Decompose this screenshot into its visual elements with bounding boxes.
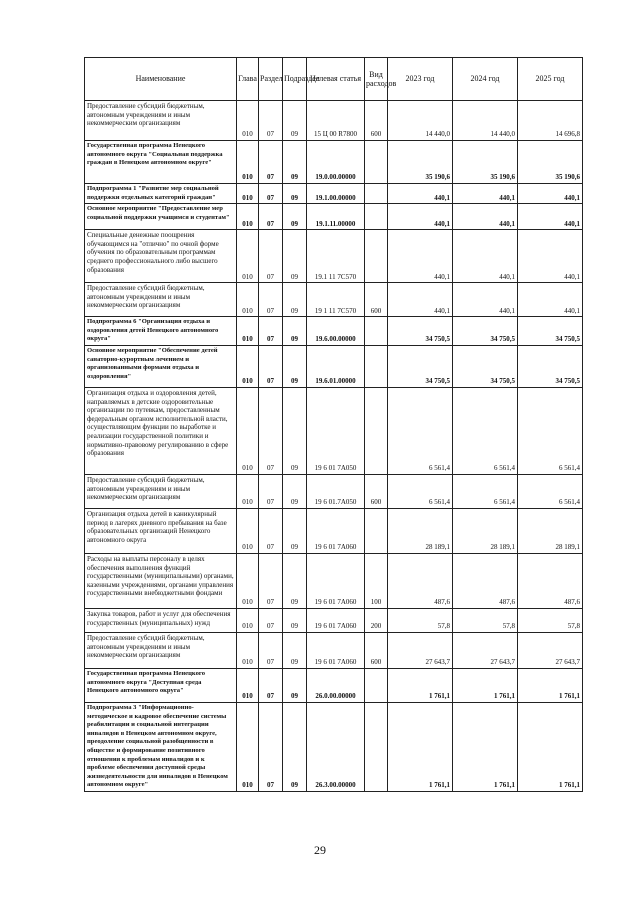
cell-expense-type: 600: [365, 474, 388, 508]
cell-2025: 6 561,4: [518, 387, 583, 474]
cell-2024: 487,6: [453, 553, 518, 608]
cell-target-article: 19 6 01.7А050: [307, 474, 365, 508]
cell-2023: 34 750,5: [388, 345, 453, 387]
cell-glava: 010: [237, 553, 259, 608]
cell-glava: 010: [237, 387, 259, 474]
cell-glava: 010: [237, 702, 259, 791]
cell-2023: 27 643,7: [388, 632, 453, 668]
cell-2024: 6 561,4: [453, 474, 518, 508]
cell-2025: 6 561,4: [518, 474, 583, 508]
cell-2025: 487,6: [518, 553, 583, 608]
cell-2023: 440,1: [388, 184, 453, 204]
cell-razdel: 07: [259, 141, 283, 184]
cell-name: Основное мероприятие "Обеспечение детей санаторно-курортным лечением и организованными формами отдыха и оздоровления": [85, 345, 237, 387]
cell-target-article: 19 6 01 7А050: [307, 387, 365, 474]
cell-glava: 010: [237, 668, 259, 702]
cell-razdel: 07: [259, 668, 283, 702]
cell-2025: 35 190,6: [518, 141, 583, 184]
cell-target-article: 19 6 01 7А060: [307, 553, 365, 608]
cell-razdel: 07: [259, 632, 283, 668]
cell-name: Организация отдыха детей в каникулярный период в лагерях дневного пребывания на базе образовательных организаций Ненецкого автономного округа: [85, 508, 237, 553]
cell-glava: 010: [237, 345, 259, 387]
header-expense-type: Вид расходов: [365, 58, 388, 101]
cell-podrazdel: 09: [283, 508, 307, 553]
cell-glava: 010: [237, 204, 259, 230]
cell-glava: 010: [237, 317, 259, 346]
cell-2023: 440,1: [388, 204, 453, 230]
cell-2023: 1 761,1: [388, 702, 453, 791]
table-body: [85, 101, 583, 792]
table-row: [85, 508, 583, 553]
cell-2025: 34 750,5: [518, 345, 583, 387]
cell-glava: 010: [237, 474, 259, 508]
cell-2023: 35 190,6: [388, 141, 453, 184]
cell-2024: 440,1: [453, 184, 518, 204]
cell-razdel: 07: [259, 387, 283, 474]
cell-2024: 1 761,1: [453, 702, 518, 791]
cell-glava: 010: [237, 283, 259, 317]
cell-target-article: 19 6 01 7А060: [307, 608, 365, 632]
table-row: [85, 230, 583, 283]
table-row: [85, 283, 583, 317]
cell-2025: 57,8: [518, 608, 583, 632]
page-number: 29: [314, 843, 326, 857]
cell-name: Подпрограмма 1 "Развитие мер социальной поддержки отдельных категорий граждан": [85, 184, 237, 204]
cell-expense-type: 600: [365, 101, 388, 141]
cell-podrazdel: 09: [283, 387, 307, 474]
cell-2025: 1 761,1: [518, 702, 583, 791]
table-row: [85, 317, 583, 346]
cell-2025: 440,1: [518, 230, 583, 283]
table-row: [85, 632, 583, 668]
cell-2023: 440,1: [388, 230, 453, 283]
cell-razdel: 07: [259, 702, 283, 791]
cell-expense-type: [365, 317, 388, 346]
cell-expense-type: [365, 387, 388, 474]
cell-expense-type: [365, 345, 388, 387]
cell-target-article: 26.3.00.00000: [307, 702, 365, 791]
cell-target-article: 19.1.11.00000: [307, 204, 365, 230]
cell-glava: 010: [237, 101, 259, 141]
cell-glava: 010: [237, 508, 259, 553]
cell-name: Предоставление субсидий бюджетным, автономным учреждениям и иным некоммерческим организациям: [85, 632, 237, 668]
cell-2024: 28 189,1: [453, 508, 518, 553]
cell-target-article: 19 6 01 7А060: [307, 632, 365, 668]
table-row: [85, 553, 583, 608]
cell-expense-type: [365, 702, 388, 791]
cell-podrazdel: 09: [283, 283, 307, 317]
cell-razdel: 07: [259, 608, 283, 632]
cell-expense-type: [365, 508, 388, 553]
cell-expense-type: [365, 141, 388, 184]
cell-podrazdel: 09: [283, 668, 307, 702]
table-row: [85, 204, 583, 230]
cell-razdel: 07: [259, 317, 283, 346]
cell-expense-type: 600: [365, 283, 388, 317]
table-row: [85, 387, 583, 474]
cell-2025: 28 189,1: [518, 508, 583, 553]
cell-2024: 14 440,0: [453, 101, 518, 141]
header-glava: Глава: [237, 58, 259, 101]
cell-2025: 440,1: [518, 184, 583, 204]
cell-name: Специальные денежные поощрения обучающимся на "отлично" по очной форме обучения по образовательным программам среднего профессионального либо высшего образования: [85, 230, 237, 283]
cell-target-article: 19 1 11 7С570: [307, 283, 365, 317]
cell-razdel: 07: [259, 283, 283, 317]
cell-name: Государственная программа Ненецкого автономного округа "Социальная поддержка граждан в Ненецком автономном округе": [85, 141, 237, 184]
cell-name: Государственная программа Ненецкого автономного округа "Доступная среда Ненецкого автономного округа": [85, 668, 237, 702]
cell-2023: 440,1: [388, 283, 453, 317]
cell-target-article: 19.6.00.00000: [307, 317, 365, 346]
cell-name: Подпрограмма 3 "Информационно-методическое и кадровое обеспечение системы реабилитации и социальной интеграции инвалидов в Ненецком автономном округе, преодоление социальной разобщенности в обществе и формирование позитивного отношения к проблемам инвалидов и к проблеме обеспечения доступной среды жизнедеятельности для инвалидов в Ненецком автономном округе": [85, 702, 237, 791]
cell-razdel: 07: [259, 204, 283, 230]
cell-2023: 6 561,4: [388, 474, 453, 508]
cell-name: Основное мероприятие "Предоставление мер социальной поддержки учащимся и студентам": [85, 204, 237, 230]
table-row: [85, 141, 583, 184]
cell-razdel: 07: [259, 184, 283, 204]
cell-razdel: 07: [259, 230, 283, 283]
cell-podrazdel: 09: [283, 101, 307, 141]
cell-target-article: 19.6.01.00000: [307, 345, 365, 387]
cell-podrazdel: 09: [283, 474, 307, 508]
cell-expense-type: 600: [365, 632, 388, 668]
cell-2024: 1 761,1: [453, 668, 518, 702]
cell-target-article: 26.0.00.00000: [307, 668, 365, 702]
cell-name: Закупка товаров, работ и услуг для обеспечения государственных (муниципальных) нужд: [85, 608, 237, 632]
cell-name: Предоставление субсидий бюджетным, автономным учреждениям и иным некоммерческим организациям: [85, 101, 237, 141]
header-2025: 2025 год: [518, 58, 583, 101]
cell-2024: 35 190,6: [453, 141, 518, 184]
header-podrazdel: Подраздел: [283, 58, 307, 101]
cell-razdel: 07: [259, 101, 283, 141]
table-row: [85, 702, 583, 791]
table-row: [85, 474, 583, 508]
cell-2023: 487,6: [388, 553, 453, 608]
cell-name: Расходы на выплаты персоналу в целях обеспечения выполнения функций государственными (муниципальными) органами, казенными учреждениями, органами управления государственными внебюджетными фондами: [85, 553, 237, 608]
table-header-row: [85, 58, 583, 101]
cell-2024: 440,1: [453, 283, 518, 317]
cell-2024: 6 561,4: [453, 387, 518, 474]
cell-expense-type: [365, 668, 388, 702]
table-row: [85, 101, 583, 141]
cell-podrazdel: 09: [283, 608, 307, 632]
header-razdel: Раздел: [259, 58, 283, 101]
cell-podrazdel: 09: [283, 141, 307, 184]
cell-expense-type: [365, 204, 388, 230]
cell-2025: 440,1: [518, 204, 583, 230]
cell-2024: 440,1: [453, 230, 518, 283]
cell-2023: 57,8: [388, 608, 453, 632]
cell-podrazdel: 09: [283, 632, 307, 668]
cell-name: Подпрограмма 6 "Организация отдыха и оздоровления детей Ненецкого автономного округа": [85, 317, 237, 346]
cell-2025: 34 750,5: [518, 317, 583, 346]
cell-2024: 57,8: [453, 608, 518, 632]
cell-2023: 28 189,1: [388, 508, 453, 553]
cell-podrazdel: 09: [283, 184, 307, 204]
header-name: Наименование: [85, 58, 237, 101]
cell-razdel: 07: [259, 345, 283, 387]
cell-2025: 14 696,8: [518, 101, 583, 141]
cell-podrazdel: 09: [283, 230, 307, 283]
cell-podrazdel: 09: [283, 702, 307, 791]
cell-name: Организация отдыха и оздоровления детей, направляемых в детские оздоровительные организации по путевкам, предоставленным федеральным органом исполнительной власти, осуществляющим функции по выработке и реализации государственной политики и нормативно-правовому регулированию в сфере образования: [85, 387, 237, 474]
cell-2024: 27 643,7: [453, 632, 518, 668]
cell-2023: 6 561,4: [388, 387, 453, 474]
cell-target-article: 19.1 11 7С570: [307, 230, 365, 283]
cell-expense-type: [365, 230, 388, 283]
cell-2024: 440,1: [453, 204, 518, 230]
cell-expense-type: [365, 184, 388, 204]
cell-2024: 34 750,5: [453, 345, 518, 387]
cell-2025: 27 643,7: [518, 632, 583, 668]
table-row: [85, 608, 583, 632]
cell-podrazdel: 09: [283, 553, 307, 608]
table-row: [85, 184, 583, 204]
cell-2023: 14 440,0: [388, 101, 453, 141]
cell-expense-type: 200: [365, 608, 388, 632]
cell-podrazdel: 09: [283, 317, 307, 346]
cell-2025: 1 761,1: [518, 668, 583, 702]
cell-razdel: 07: [259, 508, 283, 553]
cell-target-article: 19 6 01 7А060: [307, 508, 365, 553]
cell-target-article: 19.1.00.00000: [307, 184, 365, 204]
cell-glava: 010: [237, 184, 259, 204]
cell-glava: 010: [237, 632, 259, 668]
table-row: [85, 668, 583, 702]
cell-2025: 440,1: [518, 283, 583, 317]
header-2024: 2024 год: [453, 58, 518, 101]
cell-target-article: 19.0.00.00000: [307, 141, 365, 184]
cell-glava: 010: [237, 608, 259, 632]
cell-glava: 010: [237, 141, 259, 184]
cell-2023: 1 761,1: [388, 668, 453, 702]
table-row: [85, 345, 583, 387]
header-target-article: Целевая статья: [307, 58, 365, 101]
cell-glava: 010: [237, 230, 259, 283]
cell-2024: 34 750,5: [453, 317, 518, 346]
cell-target-article: 15 Ц 00 R7800: [307, 101, 365, 141]
cell-podrazdel: 09: [283, 204, 307, 230]
cell-razdel: 07: [259, 474, 283, 508]
cell-2023: 34 750,5: [388, 317, 453, 346]
cell-name: Предоставление субсидий бюджетным, автономным учреждениям и иным некоммерческим организациям: [85, 474, 237, 508]
cell-name: Предоставление субсидий бюджетным, автономным учреждениям и иным некоммерческим организациям: [85, 283, 237, 317]
cell-expense-type: 100: [365, 553, 388, 608]
cell-razdel: 07: [259, 553, 283, 608]
budget-table: [84, 57, 583, 792]
cell-podrazdel: 09: [283, 345, 307, 387]
header-2023: 2023 год: [388, 58, 453, 101]
